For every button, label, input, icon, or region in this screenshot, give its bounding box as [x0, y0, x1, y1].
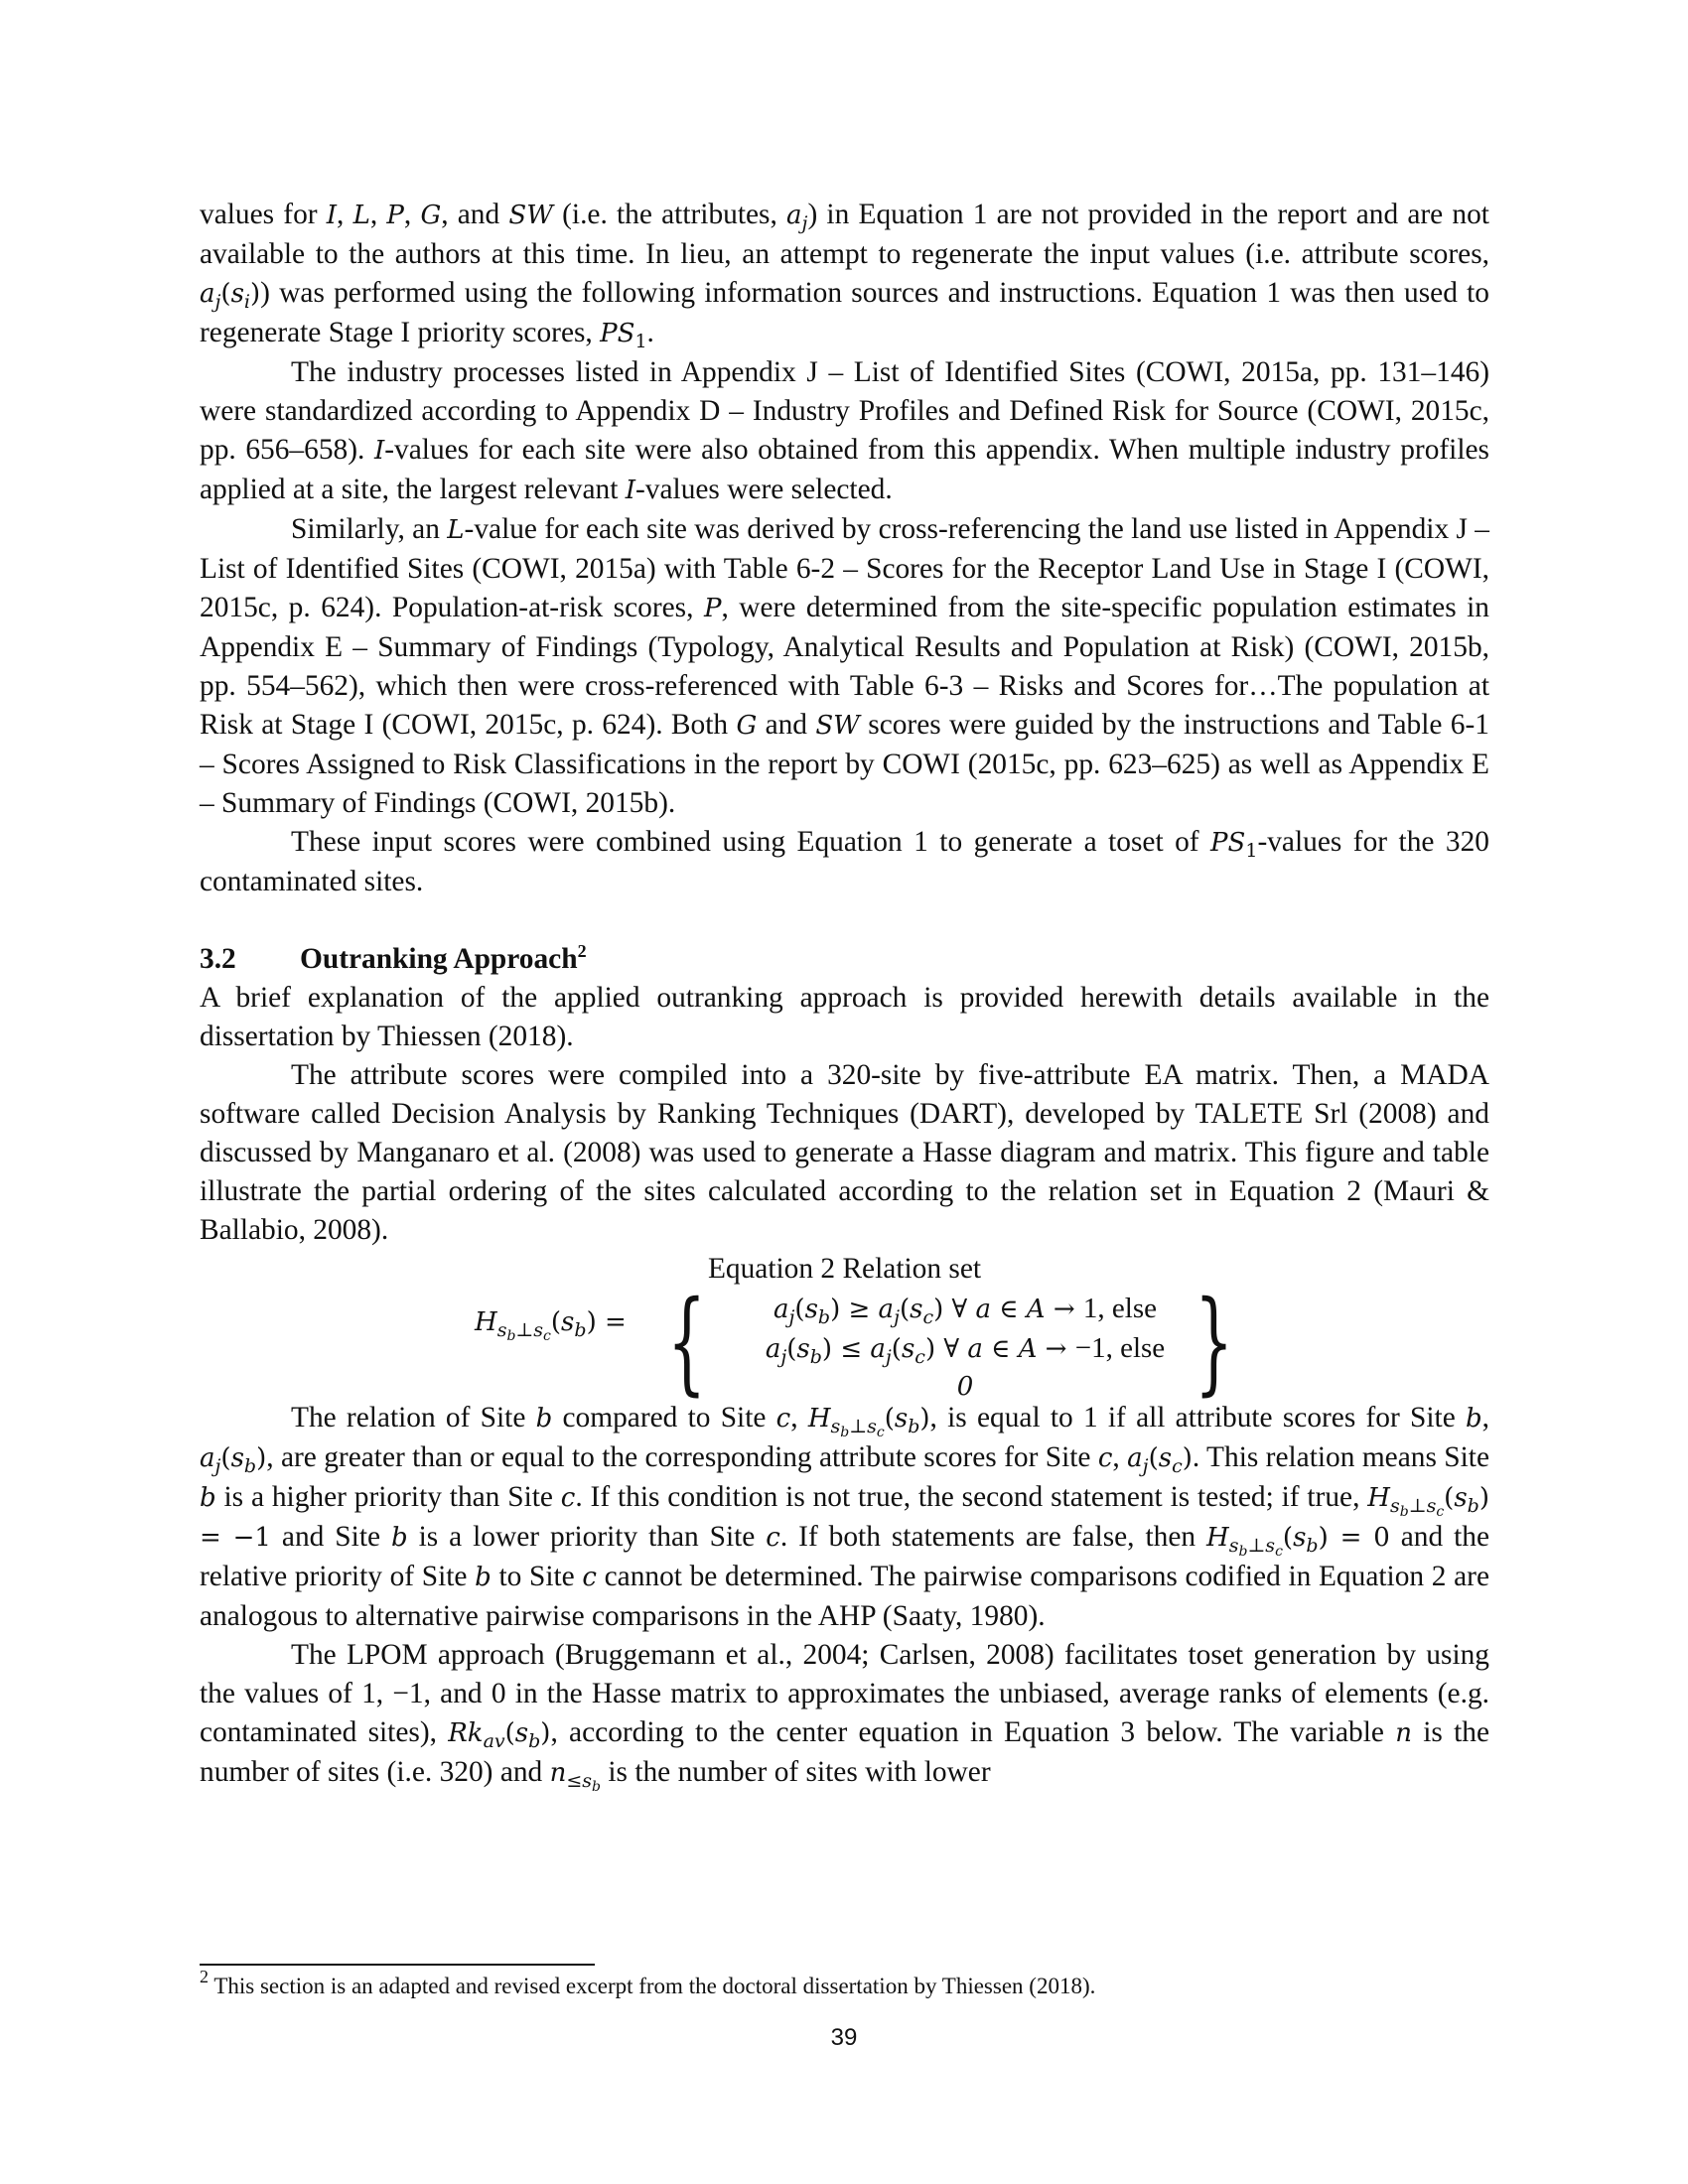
paragraph-6: The attribute scores were compiled into a 320-site by five-attribute EA matrix. Then, a MADA software called Decision Analysis by Ranking Techniques (DART), developed by TALETE Srl (2008) and discussed by Manganaro et al. (2008) was used to generate a Hasse diagram and matrix. This figure and table illustrate the partial ordering of the sites calculated according to the relation set in Equation 2 (Mauri & Ballabio, 2008).	[200, 1059, 1489, 1246]
paragraph-4: These input scores were combined using Equation 1 to generate a toset of $PS_1$-values for the 320 contaminated sites.	[200, 826, 1489, 897]
equation-2	[200, 1250, 1489, 1407]
body-text	[200, 196, 1489, 1793]
right-brace: }	[1195, 1278, 1234, 1407]
equation-row-2: $a_j(s_b) \le a_j(s_c)$ ∀ a ∈ A → −1, else	[765, 1332, 1166, 1368]
equation-lhs: $H_{s_b\perp s_c}(s_b)$ =	[475, 1307, 627, 1344]
footnote	[200, 1967, 1489, 2001]
equation-row-3: 0	[956, 1372, 974, 1402]
paragraph-1: values for I, L, P, G, and SW (i.e. the attributes, $a_j$) in Equation 1 are not provided in the report and are not available to the authors at this time. In lieu, an attempt to regenerate the input values (i.e. attribute scores, $a_j(s_i)$) was performed using the following information sources and instructions. Equation 1 was then used to regenerate Stage I priority scores, $PS_1$.	[200, 199, 1489, 352]
equation-title: Equation 2 Relation set	[707, 1253, 982, 1285]
equation-row-1: $a_j(s_b) \ge a_j(s_c)$ ∀ a ∈ A → 1, else	[773, 1293, 1157, 1328]
page-number: 39	[830, 2024, 858, 2051]
section-number: 3.2	[200, 943, 236, 975]
paragraph-5: A brief explanation of the applied outranking approach is provided herewith details available in the dissertation by Thiessen (2018).	[200, 982, 1489, 1052]
paragraph-8: The LPOM approach (Bruggemann et al., 2004; Carlsen, 2008) facilitates toset generation by using the values of 1, −1, and 0 in the Hasse matrix to approximates the unbiased, average ranks of elements (e.g. contaminated sites), $Rk_{av}(s_b)$, according to the center equation in Equation 3 below. The variable n is the number of sites (i.e. 320) and $n_{\le s_b}$ is the number of sites with lower	[200, 1639, 1489, 1795]
footnote-reference: 2	[577, 941, 587, 961]
paragraph-2: The industry processes listed in Appendix J – List of Identified Sites (COWI, 2015a, pp. 131–146) were standardized according to Appendix D – Industry Profiles and Defined Risk for Source (COWI, 2015c, pp. 656–658). I-values for each site were also obtained from this appendix. When multiple industry profiles applied at a site, the largest relevant I-values were selected.	[200, 356, 1489, 505]
section-heading	[200, 940, 1489, 979]
paragraph-7: The relation of Site b compared to Site c, $H_{s_b\perp s_c}(s_b)$, is equal to 1 if all attribute scores for Site b, $a_j(s_b)$, are greater than or equal to the corresponding attribute scores for Site c, $a_j(s_c)$. This relation means Site b is a higher priority than Site c. If this condition is not true, the second statement is tested; if true, $H_{s_b\perp s_c}(s_b) = -1$ and Site b is a lower priority than Site c. If both statements are false, then $H_{s_b\perp s_c}(s_b) = 0$ and the relative priority of Site b to Site c cannot be determined. The pairwise comparisons codified in Equation 2 are analogous to alternative pairwise comparisons in the AHP (Saaty, 1980).	[200, 1402, 1490, 1632]
footnote-text: This section is an adapted and revised excerpt from the doctoral dissertation by Thiessen (2018).	[209, 1974, 1096, 1998]
paragraph-3: Similarly, an L-value for each site was derived by cross-referencing the land use listed in Appendix J – List of Identified Sites (COWI, 2015a) with Table 6-2 – Scores for the Receptor Land Use in Stage I (COWI, 2015c, p. 624). Population-at-risk scores, P, were determined from the site-specific population estimates in Appendix E – Summary of Findings (Typology, Analytical Results and Population at Risk) (COWI, 2015b, pp. 554–562), which then were cross-referenced with Table 6-3 – Risks and Scores for…The population at Risk at Stage I (COWI, 2015c, p. 624). Both G and SW scores were guided by the instructions and Table 6-1 – Scores Assigned to Risk Classifications in the report by COWI (2015c, pp. 623–625) as well as Appendix E – Summary of Findings (COWI, 2015b).	[200, 513, 1489, 819]
section-title: Outranking Approach	[300, 943, 578, 975]
left-brace: {	[667, 1278, 707, 1407]
footnote-rule	[200, 1964, 595, 1966]
footnote-mark: 2	[200, 1967, 209, 1986]
